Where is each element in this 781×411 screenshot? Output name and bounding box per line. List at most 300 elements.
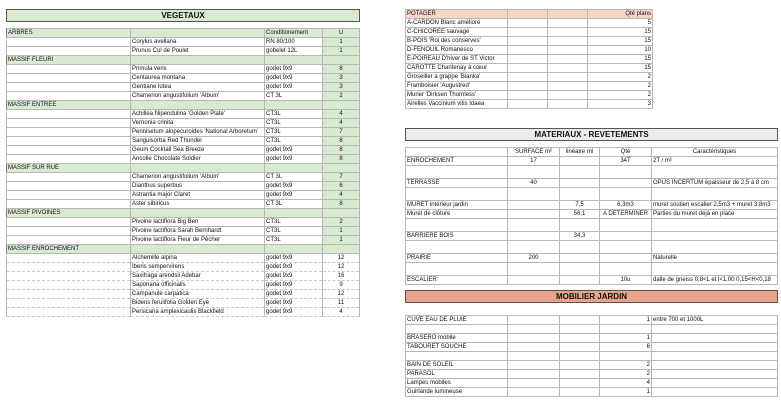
potager-name: Murier 'Dirksen Thornless' <box>406 91 508 100</box>
materiau-quantite <box>600 232 652 241</box>
materiau-surface: 40 <box>508 179 560 188</box>
materiau-caracteristiques <box>652 232 778 241</box>
plant-row <box>7 47 360 56</box>
materiau-name: ESCALIER <box>406 276 508 285</box>
table-cell <box>7 173 131 182</box>
materiau-caracteristiques: muret soutien escalier 2,5m3 + muret 3,8m3 <box>652 201 778 210</box>
materiau-caracteristiques: OPUS INCERTUM épaisseur de 2,5 à 8 cm <box>652 179 778 188</box>
table-cell <box>7 182 131 191</box>
plant-name: Saponaria officinalis <box>131 281 265 290</box>
table-cell <box>560 352 600 361</box>
potager-row <box>406 55 653 64</box>
plant-name: Primula veris <box>131 65 265 74</box>
spacer-row <box>406 188 778 201</box>
plant-name: Centaurea montana <box>131 74 265 83</box>
plant-name: Sanguisorba Red Thunder <box>131 137 265 146</box>
plant-name: Gentiane lutea <box>131 83 265 92</box>
plant-quantity: 8 <box>323 137 360 146</box>
table-cell <box>560 379 600 388</box>
plant-quantity: 9 <box>323 281 360 290</box>
table-cell <box>560 241 600 254</box>
materiau-lineaire: 34,3 <box>560 232 600 241</box>
plant-conditionnement: godet 9x9 <box>265 272 323 281</box>
table-cell <box>560 361 600 370</box>
group-label: MASSIF ENROCHEMENT <box>7 245 131 254</box>
plant-row <box>7 110 360 119</box>
plant-quantity: 4 <box>323 119 360 128</box>
table-cell <box>7 272 131 281</box>
materiau-quantite: 6,3m3 <box>600 201 652 210</box>
materiau-lineaire: 7,5 <box>560 201 600 210</box>
table-cell <box>7 92 131 101</box>
mobilier-caracteristiques <box>652 325 778 334</box>
plant-name: Achillea filipendulina 'Golden Plate' <box>131 110 265 119</box>
table-cell <box>406 219 508 232</box>
potager-name: CAROTTE Chantenay à cœur <box>406 64 508 73</box>
plant-name: Astrantia major Claret <box>131 191 265 200</box>
plant-name: Campanule carpatica <box>131 290 265 299</box>
table-cell <box>406 166 508 179</box>
table-cell <box>7 308 131 317</box>
plant-conditionnement: godet 9x9 <box>265 299 323 308</box>
table-cell <box>560 388 600 397</box>
mobilier-row <box>406 334 778 343</box>
table-cell <box>265 245 323 254</box>
plant-name: Ancolie Chocolate Soldier <box>131 155 265 164</box>
table-cell <box>652 219 778 232</box>
plant-conditionnement: godet 9x9 <box>265 308 323 317</box>
mobilier-quantity <box>600 352 652 361</box>
table-cell <box>508 343 560 352</box>
plant-row <box>7 83 360 92</box>
table-cell <box>508 37 548 46</box>
table-cell <box>508 73 548 82</box>
plant-quantity: 8 <box>323 65 360 74</box>
table-cell <box>7 191 131 200</box>
plant-quantity: 8 <box>323 146 360 155</box>
plant-name: Persicaria amplexicaulis Blackfield <box>131 308 265 317</box>
potager-row <box>406 73 653 82</box>
table-cell <box>508 370 560 379</box>
table-cell <box>508 241 560 254</box>
potager-row <box>406 19 653 28</box>
header-qte: Qté <box>600 148 652 157</box>
plant-row <box>7 38 360 47</box>
potager-quantity: 2 <box>588 91 653 100</box>
plant-quantity: 4 <box>323 191 360 200</box>
table-cell <box>508 325 560 334</box>
table-cell <box>560 370 600 379</box>
plant-conditionnement: godet 9x9 <box>265 281 323 290</box>
plant-quantity: 7 <box>323 128 360 137</box>
materiau-surface: 17 <box>508 157 560 166</box>
potager-quantity: 10 <box>588 46 653 55</box>
plant-quantity: 4 <box>323 308 360 317</box>
table-cell <box>508 334 560 343</box>
materiau-caracteristiques: Naturelle <box>652 254 778 263</box>
group-row <box>7 209 360 218</box>
potager-table <box>405 9 653 109</box>
table-cell <box>7 227 131 236</box>
table-cell <box>7 290 131 299</box>
mobilier-name: BAIN DE SOLEIL <box>406 361 508 370</box>
plant-quantity: 1 <box>323 227 360 236</box>
mobilier-section <box>405 290 778 397</box>
plant-row <box>7 263 360 272</box>
plant-quantity: 16 <box>323 272 360 281</box>
plant-conditionnement: CT 3L <box>265 200 323 209</box>
potager-row <box>406 100 653 109</box>
potager-row <box>406 82 653 91</box>
table-cell <box>548 73 588 82</box>
plant-row <box>7 173 360 182</box>
materiau-name: BARRIERE BOIS <box>406 232 508 241</box>
mobilier-row <box>406 370 778 379</box>
table-cell <box>560 166 600 179</box>
materiau-row <box>406 157 778 166</box>
plant-name: Pivoine lactiflora Big Ben <box>131 218 265 227</box>
table-cell <box>508 64 548 73</box>
table-cell <box>131 101 265 110</box>
plant-quantity: 7 <box>323 173 360 182</box>
table-cell <box>323 101 360 110</box>
table-cell <box>323 209 360 218</box>
table-cell <box>508 55 548 64</box>
potager-row <box>406 37 653 46</box>
plant-quantity: 2 <box>323 92 360 101</box>
table-cell <box>265 209 323 218</box>
potager-row <box>406 91 653 100</box>
plant-conditionnement: CT3L <box>265 128 323 137</box>
table-cell <box>7 299 131 308</box>
plant-quantity: 12 <box>323 254 360 263</box>
table-cell <box>600 241 652 254</box>
table-cell <box>600 219 652 232</box>
plant-quantity: 11 <box>323 299 360 308</box>
materiaux-title: MATERIAUX - REVETEMENTS <box>406 129 778 141</box>
group-label: MASSIF PIVOINES <box>7 209 131 218</box>
group-row <box>7 245 360 254</box>
table-cell <box>7 281 131 290</box>
materiau-quantite <box>600 179 652 188</box>
plant-row <box>7 74 360 83</box>
mobilier-quantity: 6 <box>600 343 652 352</box>
potager-name: Framboisier 'Augustred' <box>406 82 508 91</box>
mobilier-quantity: 2 <box>600 370 652 379</box>
plant-name: Saxifraga arendsii Adebar <box>131 272 265 281</box>
materiau-row <box>406 232 778 241</box>
plant-row <box>7 281 360 290</box>
group-row <box>7 164 360 173</box>
table-cell <box>548 100 588 109</box>
group-row <box>7 101 360 110</box>
table-cell <box>508 388 560 397</box>
table-cell <box>7 146 131 155</box>
plant-row <box>7 191 360 200</box>
materiau-row <box>406 201 778 210</box>
table-cell <box>652 263 778 276</box>
table-cell <box>131 209 265 218</box>
materiau-surface <box>508 210 560 219</box>
vegetaux-header-row <box>7 29 360 38</box>
plant-quantity: 1 <box>323 236 360 245</box>
mobilier-caracteristiques <box>652 334 778 343</box>
table-cell <box>406 188 508 201</box>
mobilier-name <box>406 352 508 361</box>
plant-conditionnement: godet 9x9 <box>265 155 323 164</box>
plant-quantity: 1 <box>323 47 360 56</box>
potager-quantity: 2 <box>588 73 653 82</box>
plant-quantity: 6 <box>323 182 360 191</box>
materiaux-header-row <box>406 148 778 157</box>
plant-name: Iberis sempervirens <box>131 263 265 272</box>
plant-conditionnement: CT3L <box>265 137 323 146</box>
vegetaux-table <box>6 9 360 317</box>
table-cell <box>508 379 560 388</box>
plant-name: Pivoine lactiflora Sarah Bernhardt <box>131 227 265 236</box>
materiau-caracteristiques: 2T / m² <box>652 157 778 166</box>
plant-row <box>7 236 360 245</box>
plant-name: Dianthus superbus <box>131 182 265 191</box>
table-cell <box>7 65 131 74</box>
table-cell <box>7 254 131 263</box>
plant-name: Chamerion angustifolium 'Album' <box>131 173 265 182</box>
mobilier-name: CUVE EAU DE PLUIE <box>406 316 508 325</box>
potager-name: Groseiller à grappe 'Blanka' <box>406 73 508 82</box>
table-cell <box>652 166 778 179</box>
table-cell <box>265 101 323 110</box>
table-cell <box>548 37 588 46</box>
materiau-row <box>406 210 778 219</box>
plant-row <box>7 299 360 308</box>
mobilier-quantity: 1 <box>600 334 652 343</box>
materiau-lineaire <box>560 254 600 263</box>
plant-conditionnement: CT3L <box>265 227 323 236</box>
table-cell <box>323 164 360 173</box>
table-cell <box>131 164 265 173</box>
table-cell <box>508 166 560 179</box>
materiau-surface <box>508 276 560 285</box>
mobilier-quantity: 1 <box>600 388 652 397</box>
materiaux-section <box>405 128 778 285</box>
mobilier-row <box>406 379 778 388</box>
table-cell <box>406 263 508 276</box>
table-cell <box>548 55 588 64</box>
plant-row <box>7 182 360 191</box>
mobilier-name <box>406 325 508 334</box>
plant-conditionnement: CT3L <box>265 110 323 119</box>
table-cell <box>508 188 560 201</box>
mobilier-quantity <box>600 325 652 334</box>
table-cell <box>600 263 652 276</box>
materiau-quantite: 34T <box>600 157 652 166</box>
table-cell <box>508 91 548 100</box>
materiau-row <box>406 276 778 285</box>
materiau-lineaire <box>560 157 600 166</box>
table-cell <box>7 74 131 83</box>
plant-name: Chamerion angustifolium 'Album' <box>131 92 265 101</box>
header-conditionnement: Conditionement <box>265 29 323 38</box>
mobilier-name: Lampes mobiles <box>406 379 508 388</box>
plant-row <box>7 200 360 209</box>
mobilier-name: TABOURET SOUCHE <box>406 343 508 352</box>
plant-row <box>7 218 360 227</box>
potager-row <box>406 46 653 55</box>
plant-name: Geum Cocktail Sea Breeze <box>131 146 265 155</box>
materiau-quantite: 10u <box>600 276 652 285</box>
potager-quantity: 3 <box>588 100 653 109</box>
potager-quantity: 15 <box>588 55 653 64</box>
mobilier-name: PARASOL <box>406 370 508 379</box>
table-cell <box>508 28 548 37</box>
mobilier-caracteristiques <box>652 361 778 370</box>
mobilier-quantity: 2 <box>600 361 652 370</box>
table-cell <box>7 263 131 272</box>
plant-row <box>7 65 360 74</box>
table-cell <box>508 352 560 361</box>
plant-row <box>7 254 360 263</box>
spacer-row <box>406 241 778 254</box>
mobilier-quantity: 1 <box>600 316 652 325</box>
plant-name: Pivoine lactiflora Fleur de Pêcher <box>131 236 265 245</box>
mobilier-quantity: 4 <box>600 379 652 388</box>
group-row <box>7 56 360 65</box>
plant-quantity: 12 <box>323 263 360 272</box>
group-label: MASSIF SUR RUE <box>7 164 131 173</box>
materiau-row <box>406 179 778 188</box>
materiau-lineaire: 56,1 <box>560 210 600 219</box>
materiau-caracteristiques: dalle de gneiss 0,8<L et l<1.00 0,15<H<0,18 <box>652 276 778 285</box>
table-cell <box>7 110 131 119</box>
spacer-row <box>406 263 778 276</box>
group-label: MASSIF ENTREE <box>7 101 131 110</box>
potager-header-qty: Qté plans <box>588 10 653 19</box>
mobilier-title: MOBILIER JARDIN <box>406 291 778 303</box>
plant-quantity: 8 <box>323 155 360 164</box>
header-lineaire: linéaire ml <box>560 148 600 157</box>
materiau-name: MURET intérieur jardin <box>406 201 508 210</box>
table-cell <box>560 188 600 201</box>
vegetaux-section <box>6 9 360 317</box>
potager-quantity: 15 <box>588 28 653 37</box>
potager-name: C-CHICOREE sauvage <box>406 28 508 37</box>
vegetaux-title: VEGETAUX <box>7 10 360 22</box>
plant-conditionnement: CT3L <box>265 236 323 245</box>
materiau-lineaire <box>560 179 600 188</box>
table-cell <box>508 100 548 109</box>
mobilier-name: Guirlande lumineuse <box>406 388 508 397</box>
potager-name: A-CARDON Blanc amélioré <box>406 19 508 28</box>
table-cell <box>600 166 652 179</box>
spacer-row <box>406 219 778 232</box>
table-cell <box>7 119 131 128</box>
table-cell <box>560 219 600 232</box>
plant-quantity: 3 <box>323 74 360 83</box>
plant-conditionnement: godet 9x9 <box>265 191 323 200</box>
plant-quantity: 4 <box>323 110 360 119</box>
mobilier-row <box>406 343 778 352</box>
potager-header-row <box>406 10 653 19</box>
table-cell <box>560 334 600 343</box>
plant-row <box>7 290 360 299</box>
plant-quantity: 3 <box>323 83 360 92</box>
plant-name: Prunus Cul de Poulet <box>131 47 265 56</box>
plant-row <box>7 227 360 236</box>
plant-conditionnement: CT3L <box>265 119 323 128</box>
table-cell <box>548 28 588 37</box>
potager-quantity: 2 <box>588 82 653 91</box>
table-cell <box>508 82 548 91</box>
materiau-name: ENROCHEMENT <box>406 157 508 166</box>
header-caracteristiques: Caractéristiques <box>652 148 778 157</box>
potager-header-label: POTAGER <box>406 10 508 19</box>
plant-name: Aster sibiricus <box>131 200 265 209</box>
materiau-name: PRAIRIE <box>406 254 508 263</box>
plant-row <box>7 128 360 137</box>
plant-row <box>7 146 360 155</box>
table-cell <box>548 82 588 91</box>
mobilier-row <box>406 361 778 370</box>
materiau-quantite: A DETERMINER <box>600 210 652 219</box>
table-cell <box>7 128 131 137</box>
plant-row <box>7 272 360 281</box>
table-cell <box>652 188 778 201</box>
mobilier-row <box>406 316 778 325</box>
plant-conditionnement: godet 9x9 <box>265 74 323 83</box>
table-cell <box>131 245 265 254</box>
potager-name: D-FENOUIL Romanesco <box>406 46 508 55</box>
plant-name: Corylus avellana <box>131 38 265 47</box>
potager-name: Airelles Vaccinium vitis Idaea <box>406 100 508 109</box>
plant-conditionnement: RN 80/100 <box>265 38 323 47</box>
plant-quantity: 1 <box>323 38 360 47</box>
plant-conditionnement: godet 9x9 <box>265 83 323 92</box>
table-cell <box>265 164 323 173</box>
potager-quantity: 15 <box>588 37 653 46</box>
table-cell <box>508 316 560 325</box>
materiau-name: Muret de clôture <box>406 210 508 219</box>
table-cell <box>560 316 600 325</box>
mobilier-name: BRASERO mobile <box>406 334 508 343</box>
materiau-surface <box>508 232 560 241</box>
plant-conditionnement: CT 3L <box>265 92 323 101</box>
table-cell <box>265 56 323 65</box>
plant-conditionnement: godet 9x9 <box>265 182 323 191</box>
plant-conditionnement: CT3L <box>265 218 323 227</box>
table-cell <box>7 236 131 245</box>
materiau-lineaire <box>560 276 600 285</box>
plant-name: Pennisetum alopecuroides 'National Arboretum' <box>131 128 265 137</box>
table-cell <box>7 47 131 56</box>
mobilier-caracteristiques <box>652 352 778 361</box>
table-cell <box>7 83 131 92</box>
materiau-caracteristiques: Parties du muret déjà en place <box>652 210 778 219</box>
table-cell <box>548 91 588 100</box>
plant-conditionnement: godet 9x9 <box>265 65 323 74</box>
mobilier-caracteristiques <box>652 343 778 352</box>
plant-row <box>7 92 360 101</box>
mobilier-table <box>405 290 778 397</box>
table-cell <box>131 56 265 65</box>
plant-name: Bidens ferulifolia Golden Eye <box>131 299 265 308</box>
table-cell <box>652 241 778 254</box>
table-cell <box>560 343 600 352</box>
plant-row <box>7 155 360 164</box>
table-cell <box>508 263 560 276</box>
table-cell <box>323 56 360 65</box>
header-surface: SURFACE m² <box>508 148 560 157</box>
materiau-surface: 200 <box>508 254 560 263</box>
